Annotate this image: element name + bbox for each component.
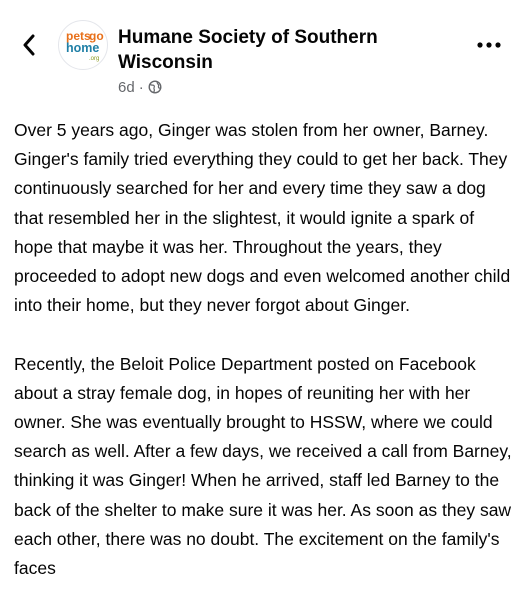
logo-pets-text: pets xyxy=(66,29,91,43)
meta-separator: · xyxy=(138,78,144,96)
page-avatar[interactable] xyxy=(58,20,108,70)
back-button[interactable] xyxy=(14,30,44,60)
logo-home-text: home xyxy=(66,41,100,55)
more-horizontal-icon xyxy=(477,42,501,48)
post-text xyxy=(14,116,514,612)
post-header xyxy=(0,0,520,110)
post-paragraph: Recently, the Beloit Police Department posted on Facebook about a stray female dog, in hopes of reuniting her with her owner. She was eventually brought to HSSW, where we could search as well. After a few days, we received a call from Barney, thinking it was Ginger! When he arrived, staff led Barney to the back of the shelter to make sure it was her. As soon as they saw each other, there was no doubt. The excitement on the family's faces xyxy=(14,353,512,579)
globe-icon xyxy=(148,80,162,94)
chevron-left-icon xyxy=(22,34,36,56)
logo-suffix-text: .org xyxy=(89,56,100,62)
page-name-link[interactable]: Humane Society of Southern Wisconsin xyxy=(118,27,378,73)
logo-go-text: go xyxy=(89,29,104,43)
post-meta xyxy=(118,77,162,97)
more-options-button[interactable] xyxy=(474,32,504,58)
post-paragraph: Over 5 years ago, Ginger was stolen from her owner, Barney. Ginger's family tried everything they could to get her back. They continuously searched for her and every time they saw a dog that resembled her in the slightest, it would ignite a spark of hope that maybe it was her. Throughout the years, they proceeded to adopt new dogs and even welcomed another child into their home, but they never forgot about Ginger. xyxy=(14,120,511,316)
petsgohome-logo xyxy=(59,21,107,69)
post-timestamp[interactable]: 6d xyxy=(118,78,135,96)
